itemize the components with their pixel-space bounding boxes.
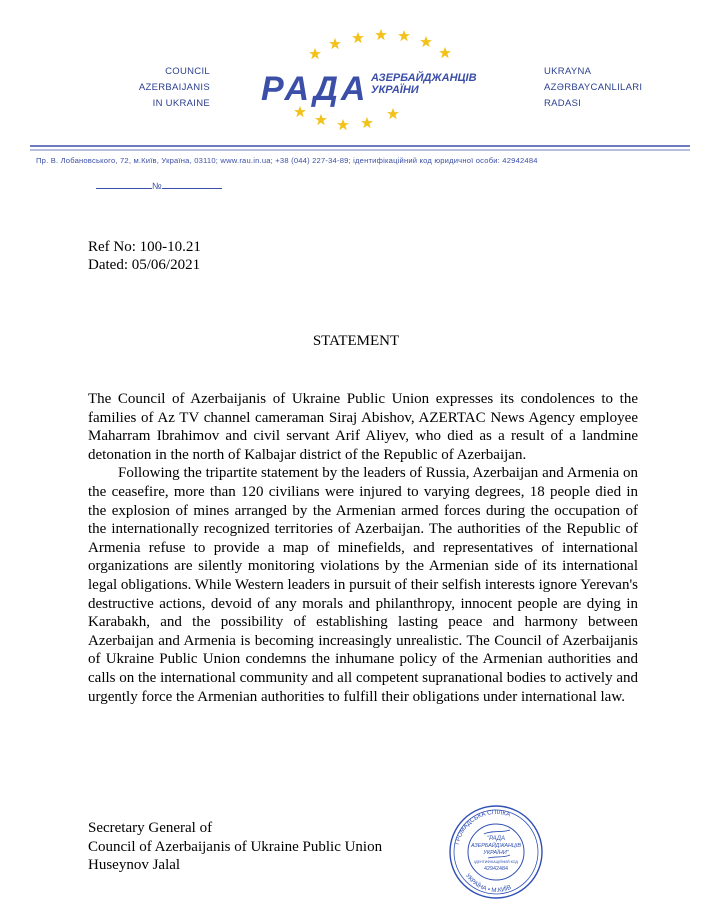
stamp-center-line: АЗЕРБАЙДЖАНЦІВ	[471, 843, 521, 849]
official-stamp	[444, 800, 548, 900]
letterhead-left-block	[120, 64, 210, 112]
letterhead-address: Пр. В. Лобановського, 72, м.Київ, Україна, 03110; www.rau.in.ua; +38 (044) 227-34-89; ідентифікаційний код юридичної особи: 42942484	[36, 156, 538, 165]
rada-logo	[255, 26, 520, 134]
body-paragraph: The Council of Azerbaijanis of Ukraine Public Union expresses its condolences to the families of Az TV channel cameraman Siraj Abishov, AZERTAC News Agency employee Maharram Ibrahimov and civil servant Arif Aliyev, who died as a result of a landmine detonation in the north of Kalbajar district of the Republic of Azerbaijan.	[88, 391, 638, 463]
reference-block	[88, 238, 201, 274]
stamp-outer-bottom-text: УКРАЇНА • М.КИЇВ	[463, 872, 513, 895]
stamp-center-line: УКРАЇНИ"	[483, 850, 509, 856]
reference-date: Dated: 05/06/2021	[88, 257, 201, 273]
registration-date-blank	[96, 179, 152, 189]
logo-subtitle	[371, 72, 477, 96]
letterhead-left-line: IN UKRAINE	[152, 98, 210, 109]
signature-organization: Council of Azerbaijanis of Ukraine Public Union	[88, 838, 383, 855]
letterhead-right-block	[544, 64, 684, 112]
stamp-center-line: "РАДА	[487, 836, 505, 842]
letterhead-left-line: AZERBAIJANIS	[138, 82, 210, 93]
logo-subtitle-line: УКРАЇНИ	[371, 84, 419, 96]
document-body	[88, 390, 638, 706]
signature-block	[88, 819, 382, 875]
document-title: STATEMENT	[312, 333, 400, 349]
stamp-code: 42942484	[484, 866, 508, 872]
logo-word: РАДА	[261, 70, 369, 108]
letterhead-divider	[30, 144, 690, 154]
number-sign: №	[152, 181, 162, 191]
stamp-outer-top-text: ГРОМАДСЬКА СПІЛКА	[453, 808, 512, 846]
letterhead-left-line: COUNCIL	[165, 66, 210, 77]
reference-number: Ref No: 100-10.21	[88, 239, 201, 255]
letterhead-right-line: UKRAYNA	[544, 66, 592, 77]
body-paragraph: Following the tripartite statement by the leaders of Russia, Azerbaijan and Armenia on the ceasefire, more than 120 civilians were injured to varying degrees, 18 people died in the explosion of mines arranged by the Armenian armed forces during the occupation of the internationally recognized territories of Azerbaijan. The authorities of the Republic of Armenia refuse to provide a map of minefields, and representatives of international organizations are silently monitoring violations by the Armenian side of its international legal obligations. While Western leaders in pursuit of their selfish interests ignore Yerevan's destructive actions, devoid of any morals and philanthropy, innocent people are dying in Karabakh, and the possibility of establishing lasting peace and harmony between Azerbaijan and Armenia is becoming increasingly unrealistic. The Council of Azerbaijanis of Ukraine Public Union condemns the inhumane policy of the Armenian authorities and calls on the international community and all competent supranational bodies to actively and urgently force the Armenian authorities to fulfill their obligations under international law.	[88, 465, 638, 705]
logo-subtitle-line: АЗЕРБАЙДЖАНЦІВ	[371, 72, 477, 84]
letterhead-right-line: RADASI	[544, 98, 582, 109]
registration-number-blank	[162, 179, 222, 189]
registration-line	[96, 179, 222, 191]
signature-name: Huseynov Jalal	[88, 857, 181, 874]
signature-title: Secretary General of	[88, 820, 213, 836]
letterhead-right-line: AZƏRBAYCANLILARI	[544, 82, 643, 93]
stamp-code-label: ІДЕНТИФІКАЦІЙНИЙ КОД	[474, 860, 518, 864]
